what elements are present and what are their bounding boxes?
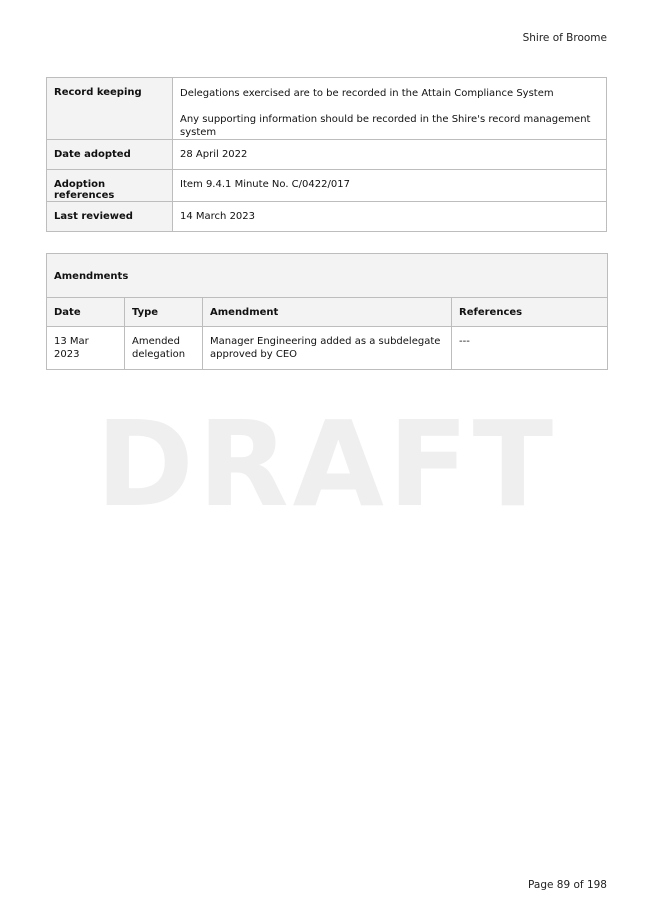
last-reviewed-value: 14 March 2023: [173, 202, 607, 232]
date-adopted-value: 28 April 2022: [173, 140, 607, 170]
delegation-details-table: [46, 77, 607, 232]
table-row-record-keeping: [47, 78, 607, 140]
table-row-date-adopted: [47, 140, 607, 170]
header-organisation: Shire of Broome: [522, 32, 607, 44]
date-adopted-label: Date adopted: [47, 140, 173, 170]
draft-watermark: DRAFT: [95, 395, 558, 533]
column-header-amendment: Amendment: [203, 298, 452, 327]
adoption-references-label: Adoption references: [47, 170, 173, 202]
table-row-last-reviewed: [47, 202, 607, 232]
column-header-type: Type: [125, 298, 203, 327]
record-keeping-line-2: Any supporting information should be recorded in the Shire's record management system: [180, 114, 591, 138]
column-header-references: References: [452, 298, 608, 327]
record-keeping-value: [173, 78, 607, 140]
table-row: [47, 327, 608, 370]
amendments-title: Amendments: [47, 254, 608, 298]
amendments-table: [46, 253, 608, 370]
amendment-type: Amended delegation: [125, 327, 203, 370]
amendment-references: ---: [452, 327, 608, 370]
adoption-references-value: Item 9.4.1 Minute No. C/0422/017: [173, 170, 607, 202]
record-keeping-line-1: Delegations exercised are to be recorded in the Attain Compliance System: [180, 88, 554, 99]
amendments-header-row: [47, 298, 608, 327]
amendment-description: Manager Engineering added as a subdelegate approved by CEO: [203, 327, 452, 370]
amendments-title-row: [47, 254, 608, 298]
column-header-date: Date: [47, 298, 125, 327]
record-keeping-label: Record keeping: [47, 78, 173, 140]
table-row-adoption-references: [47, 170, 607, 202]
page-number: Page 89 of 198: [528, 879, 607, 891]
amendment-date: 13 Mar 2023: [47, 327, 125, 370]
last-reviewed-label: Last reviewed: [47, 202, 173, 232]
